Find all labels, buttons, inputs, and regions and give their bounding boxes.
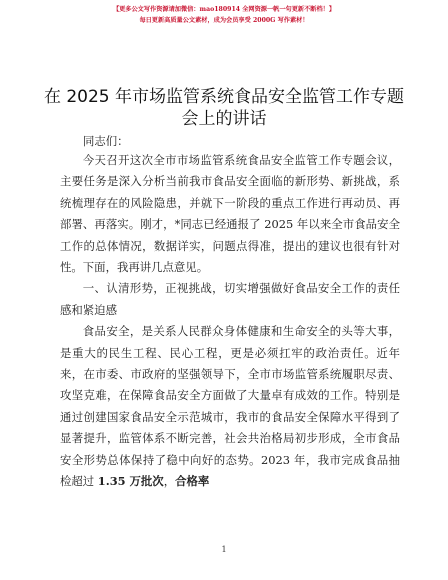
page-number: 1 (221, 545, 227, 554)
inspection-count: 1.35 万批次 (97, 474, 164, 489)
paragraph-situation-text: 食品安全，是关系人民群众身体健康和生命安全的头等大事，是重大的民生工程、民心工程，更是必须扛牢的政治责任。近年来，在市委、市政府的坚强领导下，全市市场监管系统履职尽责、攻坚克难，在保障食品安全方面做了大量卓有成效的工作。特别是通过创建国家食品安全示范城市，我市的食品安全保障水平得到了显著提升，监管体系不断完善，社会共治格局初步形成，全市食品安全形势总体保持了稳中向好的态势。2023 年，我市完成食品抽检超过 (60, 324, 400, 489)
document-title (40, 86, 408, 130)
pass-rate-label: 合格率 (175, 474, 210, 489)
section-heading-1: 一、认清形势，正视挑战，切实增强做好食品安全工作的责任感和紧迫感 (60, 281, 400, 317)
promo-line-1: 【更多公文写作资源请加微信：mao180914 全网资源一帆一句更新不断档！】 (112, 6, 336, 13)
paragraph-intro: 今天召开这次全市市场监管系统食品安全监管工作专题会议，主要任务是深入分析当前我市食品安全面临的新形势、新挑战，系统梳理存在的风险隐患，并就下一阶段的重点工作进行再动员、再部署、再落实。刚才，*同志已经通报了 2025 年以来全市食品安全工作的总体情况，数据详实，问题点得准，提出的建议也很有针对性。下面，我再讲几点意见。 (60, 153, 400, 275)
body-text (60, 150, 400, 493)
greeting: 同志们： (83, 134, 129, 148)
promo-line-2: 每日更新高质量公文素材，成为会员享受 2000G 写作素材！ (139, 17, 309, 24)
separator: ， (163, 474, 176, 489)
paragraph-situation (60, 321, 400, 492)
title-line-1: 在 2025 年市场监管系统食品安全监管工作专题 (43, 87, 405, 107)
title-line-2: 会上的讲话 (181, 109, 267, 129)
promo-banner (0, 4, 448, 26)
